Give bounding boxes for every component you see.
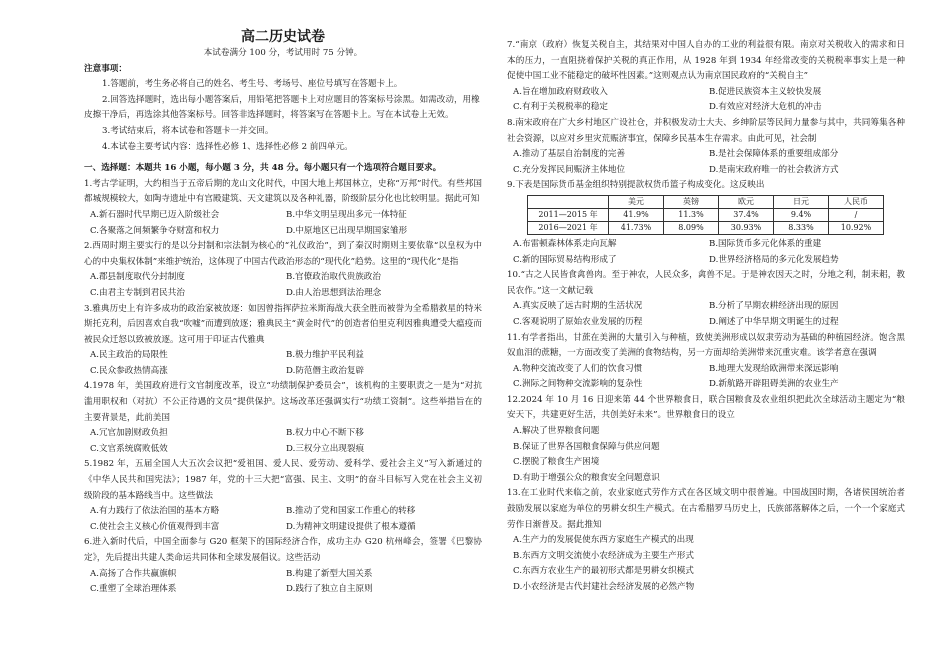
option-a: A.有力践行了依法治国的基本方略 — [90, 506, 220, 517]
option-d: D.三权分立出现裂痕 — [286, 443, 365, 454]
question-stem: 10.“古之人民皆食禽兽肉。至于神农，人民众多，禽兽不足。于是神农因天之时，分地之利，制耒耜，教民农作。”这一文献记载 — [507, 270, 905, 296]
question-8 — [507, 116, 905, 178]
notice-item: 4.本试卷主要考试内容：选择性必修 1、选择性必修 2 前四单元。 — [102, 141, 353, 152]
question-2 — [84, 239, 482, 301]
table-cell: 2016—2021 年 — [528, 221, 609, 234]
option-a: A.旨在增加政府财政收入 — [513, 86, 608, 97]
options — [84, 504, 482, 535]
table-header-cell: 人民币 — [829, 195, 884, 208]
question-stem: 9.下表是国际货币基金组织特别提款权货币篮子构成变化。这反映出 — [507, 180, 765, 191]
option-a: A.解决了世界粮食问题 — [513, 426, 600, 437]
option-c: C.新的国际贸易结构形成了 — [513, 254, 617, 265]
option-a: A.生产力的发展促使东西方家庭生产模式的出现 — [513, 535, 694, 546]
option-b: B.中华文明呈现出多元一体特征 — [286, 209, 407, 220]
table-cell: 10.92% — [829, 221, 884, 234]
table-header-cell — [528, 195, 609, 208]
options — [507, 85, 905, 116]
exam-subtitle: 本试卷满分 100 分，考试用时 75 分钟。 — [203, 48, 363, 58]
sdr-basket-table — [527, 195, 884, 235]
option-a: A.物种交流改变了人们的饮食习惯 — [513, 363, 643, 374]
option-c: C.客观说明了原始农业发展的历程 — [513, 316, 643, 327]
option-a: A.布雷顿森林体系走向瓦解 — [513, 238, 617, 249]
question-stem: 12.2024 年 10 月 16 日迎来第 44 个世界粮食日，联合国粮食及农业组织把此次全球活动主题定为“粮安天下，共建更好生活，共创美好未来”。世界粮食日的设立 — [507, 394, 905, 421]
question-stem: 4.1978 年，美国政府进行文官制度改革，设立“功绩制保护委员会”，该机构的主要职责之一是为“对抗滥用职权和（对抗）不公正待遇的文员”提供保护。这场改革还强调实行“功绩工资制”。这些举措旨在的主要背景是，此前美国 — [84, 381, 482, 423]
option-c: C.东西方农业生产的最初形式都是男耕女织模式 — [513, 566, 694, 577]
option-a: A.真实反映了远古时期的生活状况 — [513, 301, 643, 312]
option-b: B.分析了早期农耕经济出现的原因 — [709, 301, 839, 312]
options — [507, 237, 905, 268]
question-11 — [507, 331, 905, 393]
question-stem: 1.考古学证明，大约相当于五帝后期的龙山文化时代，中国大地上邦国林立，史称“万邦”时代。有些邦国都城规模较大，如陶寺遗址中有宫殿建筑、天文建筑以及各种礼器，阶级阶层分化也比较明显。据此可知 — [84, 178, 482, 205]
option-c: C.有利于关税税率的稳定 — [513, 102, 608, 113]
option-c: C.摆脱了粮食生产困境 — [513, 457, 600, 468]
options — [84, 426, 482, 457]
question-stem: 8.南宋政府在广大乡村地区广设社仓，并积极发动士大夫、乡绅阶层等民间力量参与其中，共同筹集各种社会资源，以应对乡里灾荒赈济事宜，保障乡民基本生存需求。由此可见，社会制 — [507, 117, 905, 144]
option-d: D.防范僭主政治复辟 — [286, 365, 365, 376]
options — [507, 362, 905, 393]
option-c: C.洲际之间物种交流影响的复杂性 — [513, 379, 643, 390]
option-d: D.践行了独立自主原则 — [286, 584, 373, 595]
notice-item: 1.答题前，考生务必将自己的姓名、考生号、考场号、座位号填写在答题卡上。 — [102, 79, 403, 90]
notice-item: 3.考试结束后，将本试卷和答题卡一并交回。 — [102, 125, 274, 136]
option-d: D.新航路开辟阻碍美洲的农业生产 — [709, 379, 839, 390]
question-1 — [84, 177, 482, 239]
option-b: B.促进民族资本主义较快发展 — [709, 86, 822, 97]
option-a: A.冗官加剧财政负担 — [90, 428, 168, 439]
option-c: C.使社会主义核心价值观得到丰富 — [90, 521, 220, 532]
option-a: A.民主政治的局限性 — [90, 350, 168, 361]
question-10 — [507, 268, 905, 330]
table-cell: 30.93% — [719, 221, 774, 234]
question-7 — [507, 38, 905, 116]
question-6 — [84, 535, 482, 597]
option-d: D.有助于增强公众的粮食安全问题意识 — [513, 472, 660, 483]
question-stem: 11.有学者指出，甘蔗在美洲的大量引入与种植，致使美洲形成以奴隶劳动为基础的种植园经济。饱含黑奴血泪的蔗糖，一方面改变了美洲的食物结构，另一方面却给美洲带来沉重灾难。该学者意在强调 — [507, 332, 905, 359]
options — [84, 270, 482, 301]
options — [84, 208, 482, 239]
option-b: B.地理大发现给欧洲带来深远影响 — [709, 363, 839, 374]
question-9 — [507, 178, 905, 268]
options — [507, 424, 905, 486]
option-c: C.文官系统腐败低效 — [90, 443, 168, 454]
table-cell: 41.73% — [609, 221, 664, 234]
table-header-cell: 欧元 — [719, 195, 774, 208]
option-c: C.民众参政热情高涨 — [90, 365, 168, 376]
table-cell: 37.4% — [719, 208, 774, 221]
option-a: A.新石器时代早期已迈入阶级社会 — [90, 209, 220, 220]
option-b: B.推动了党和国家工作重心的转移 — [286, 506, 416, 517]
table-header-cell: 美元 — [609, 195, 664, 208]
option-d: D.由人治思想到法治理念 — [286, 287, 382, 298]
option-a: A.高扬了合作共赢旗帜 — [90, 568, 177, 579]
option-d: D.为精神文明建设提供了根本遵循 — [286, 521, 416, 532]
option-d: D.阐述了中华早期文明诞生的过程 — [709, 316, 839, 327]
table-cell: 8.09% — [664, 221, 719, 234]
table-cell: 11.3% — [664, 208, 719, 221]
question-stem: 2.西周时期主要实行的是以分封制和宗法制为核心的“礼仪政治”，到了秦汉时期则主要依靠“以皇权为中心的中央集权体制”来维护统治，这体现了中国古代政治形态的“现代化”趋势。这里的“现代化”是指 — [84, 241, 482, 267]
option-d: D.是南宋政府唯一的社会救济方式 — [709, 164, 839, 175]
option-b: B.权力中心不断下移 — [286, 428, 364, 439]
question-12 — [507, 393, 905, 487]
option-d: D.世界经济格局的多元化发展趋势 — [709, 254, 839, 265]
notice-heading: 注意事项： — [84, 63, 127, 74]
left-column — [84, 0, 482, 598]
option-a: A.郡县制度取代分封制度 — [90, 272, 185, 283]
question-5 — [84, 457, 482, 535]
question-3 — [84, 302, 482, 380]
option-d: D.中原地区已出现早期国家雏形 — [286, 225, 408, 236]
question-stem: 5.1982 年，五届全国人大五次会议把“爱祖国、爱人民、爱劳动、爱科学、爱社会主义”写入新通过的《中华人民共和国宪法》；1987 年，党的十三大把“富强、民主、文明”的奋斗目标写入党在社会主义初级阶段的基本路线当中。这些做法 — [84, 459, 482, 501]
option-b: B.东西方文明交流使小农经济成为主要生产形式 — [513, 550, 694, 561]
options — [84, 348, 482, 379]
question-4 — [84, 379, 482, 457]
option-b: B.极力维护平民利益 — [286, 350, 364, 361]
option-b: B.国际货币多元化体系的重建 — [709, 238, 822, 249]
table-header-cell: 日元 — [774, 195, 829, 208]
option-b: B.是社会保障体系的重要组成部分 — [709, 149, 839, 160]
option-c: C.由君主专制到君民共治 — [90, 287, 185, 298]
options — [507, 299, 905, 330]
option-b: B.官僚政治取代贵族政治 — [286, 272, 381, 283]
option-d: D.有效应对经济大危机的冲击 — [709, 102, 822, 113]
question-stem: 3.雅典历史上有许多成功的政治家被放逐：如因曾指挥萨拉米斯海战大获全胜而被誉为全希腊救星的特米斯托克利，后因喜欢自我“吹嘘”而遭到放逐；雅典民主“黄金时代”的创造者伯里克利因雅典遭受大瘟疫而被民众迁怒以致被放逐。这可用于印证古代雅典 — [84, 303, 482, 345]
option-c: C.重塑了全球治理体系 — [90, 584, 177, 595]
exam-title: 高二历史试卷 — [241, 29, 325, 45]
option-d: D.小农经济是古代封建社会经济发展的必然产物 — [513, 582, 695, 592]
table-row — [528, 208, 884, 221]
options — [507, 533, 905, 595]
options — [84, 567, 482, 598]
question-13 — [507, 486, 905, 595]
option-c: C.充分发挥民间赈济主体地位 — [513, 164, 626, 175]
question-stem: 13.在工业时代来临之前，农业家庭式劳作方式在各区域文明中很普遍。中国战国时期，各诸侯国统治者鼓励发展以家庭为单位的男耕女织生产模式。在古希腊罗马历史上，氏族部落解体之后，一个一个家庭式劳作日渐普及。据此推知 — [507, 488, 905, 530]
right-column — [507, 38, 905, 596]
option-a: A.推动了基层自治制度的完善 — [513, 149, 626, 160]
table-cell: 9.4% — [774, 208, 829, 221]
table-cell: 2011—2015 年 — [528, 208, 609, 221]
table-cell: / — [829, 208, 884, 221]
section-heading: 一、选择题：本题共 16 小题，每小题 3 分，共 48 分。每小题只有一个选项符合题目要求。 — [84, 163, 442, 174]
option-c: C.各聚落之间频繁争夺财富和权力 — [90, 225, 220, 236]
table-header-row — [528, 195, 884, 208]
option-b: B.保证了世界各国粮食保障与供应问题 — [513, 441, 660, 452]
notice-item: 2.回答选择题时，选出每小题答案后，用铅笔把答题卡上对应题目的答案标号涂黑。如需改动，用橡皮擦干净后，再选涂其他答案标号。回答非选择题时，将答案写在答题卡上。写在本试卷上无效。 — [84, 94, 480, 121]
question-stem: 6.进入新时代后，中国全面参与 G20 框架下的国际经济合作，成功主办 G20 杭州峰会，签署《巴黎协定》，先后提出共建人类命运共同体和全球发展倡议。这些活动 — [84, 537, 482, 563]
question-stem: 7.“南京（政府）恢复关税自主，其结果对中国人自办的工业的利益很有限。南京对关税收入的需求和日本的压力，一直阻挠着保护关税的真正作用，从 1928 年到 1934 年经常改变的关税税率事实上是一种促使中国工业不能稳定的破坏性因素。”这则观点认为南京国民政府的“关税自主” — [507, 40, 905, 82]
options — [507, 147, 905, 178]
table-row — [528, 221, 884, 234]
option-b: B.构建了新型大国关系 — [286, 568, 373, 579]
table-header-cell: 英镑 — [664, 195, 719, 208]
table-cell: 41.9% — [609, 208, 664, 221]
table-cell: 8.33% — [774, 221, 829, 234]
